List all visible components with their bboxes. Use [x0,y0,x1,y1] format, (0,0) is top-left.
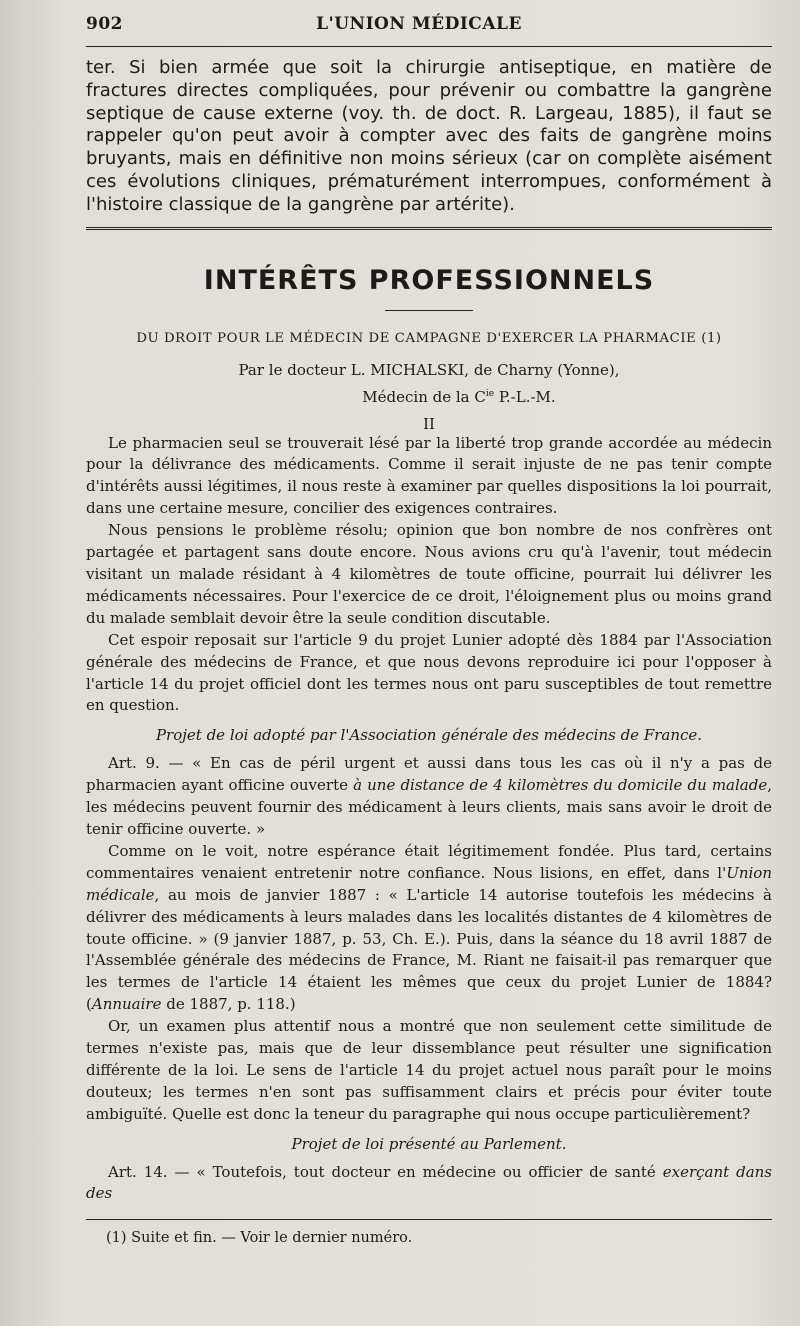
running-title: L'UNION MÉDICALE [316,14,522,34]
article-body [86,433,772,1206]
continuation-paragraph: ter. Si bien armée que soit la chirurgie antiseptique, en matière de fractures directes compliquées, pour prévenir ou combattre la gangrène septique de cause externe (voy. th. de doct. R. Largeau, 1885), il faut se rappeler qu'on peut avoir à compter avec des faits de gangrène moins bruyants, mais en définitive non moins sérieux (car on complète aisément ces évolutions cliniques, prématurément interrompues, conformément à l'histoire classique de la gangrène par artérite). [86,57,772,215]
law-article-14: Art. 14. — « Toutefois, tout docteur en médecine ou officier de santé exerçant dans des [86,1162,773,1203]
law-title: Projet de loi présenté au Parlement. [291,1134,567,1153]
footnote-rule [86,1219,772,1220]
section-title: INTÉRÊTS PROFESSIONNELS [203,264,655,296]
byline-affiliation: Médecin de la $C^{ie}$ P.-L.-M. [362,387,556,406]
header-rule [86,46,772,47]
article-title: DU DROIT POUR LE MÉDECIN DE CAMPAGNE D'EXERCER LA PHARMACIE (1) [136,330,722,346]
section-divider [86,227,772,233]
section-number: II [423,414,435,433]
law-title: Projet de loi adopté par l'Association générale des médecins de France. [155,726,703,745]
title-underline [385,310,473,311]
footnote: (1) Suite et fin. — Voir le dernier numéro. [106,1230,413,1247]
page-number: 902 [86,14,123,34]
paragraph: Cet espoir reposait sur l'article 9 du projet Lunier adopté dès 1884 par l'Association générale des médecins de France, et que nous devons reproduire ici pour l'opposer à l'article 14 du projet officiel dont les termes nous ont paru susceptibles de tout remettre en question. [86,630,772,715]
byline [86,358,772,409]
paragraph: Or, un examen plus attentif nous a montré que non seulement cette similitude de termes n'existe pas, mais que de leur dissemblance peut résulter une signification différente de la loi. Le sens de l'article 14 du projet actuel nous paraît pour le moins douteux; les termes n'en sont pas suffisamment clairs et précis pour éviter toute ambiguïté. Quelle est donc la teneur du paragraphe qui nous occupe particulièrement? [86,1017,772,1123]
byline-author: Par le docteur L. MICHALSKI, de Charny (Yonne), [238,360,620,379]
paragraph: Le pharmacien seul se trouverait lésé par la liberté trop grande accordée au médecin pour la délivrance des médicaments. Comme il serait injuste de ne pas tenir compte d'intérêts aussi légitimes, il nous reste à examiner par quelles dispositions la loi pourrait, dans une certaine mesure, concilier des exigences contraires. [86,433,772,518]
law-article-9: Art. 9. — « En cas de péril urgent et aussi dans tous les cas où il n'y a pas de pharmacien ayant officine ouverte à une distance de 4 kilomètres du domicile du malade, les médecins peuvent fournir des médicament à leurs clients, mais sans avoir le droit de tenir officine ouverte. » [86,754,773,838]
paragraph: Nous pensions le problème résolu; opinion que bon nombre de nos confrères ont partagée et partagent sans doute encore. Nous avions cru qu'à l'avenir, tout médecin visitant un malade résidant à 4 kilomètres de toute officine, pourrait lui délivrer les médicaments nécessaires. Pour l'exercice de ce droit, l'éloignement plus ou moins grand du malade semblait devoir être la seule condition discutable. [86,521,772,627]
page-header [86,14,772,40]
paragraph: Comme on le voit, notre espérance était légitimement fondée. Plus tard, certains commentaires venaient entretenir notre confiance. Nous lisions, en effet, dans l'Union médicale, au mois de janvier 1887 : « L'article 14 autorise toutefois les médecins à délivrer des médicaments à leurs malades dans les localités distantes de 4 kilomètres de toute officine. » (9 janvier 1887, p. 53, Ch. E.). Puis, dans la séance du 18 avril 1887 de l'Assemblée générale des médecins de France, M. Riant ne faisait-il pas remarquer que les termes de l'article 14 étaient les mêmes que ceux du projet Lunier de 1884? (Annuaire de 1887, p. 118.) [86,841,772,1014]
